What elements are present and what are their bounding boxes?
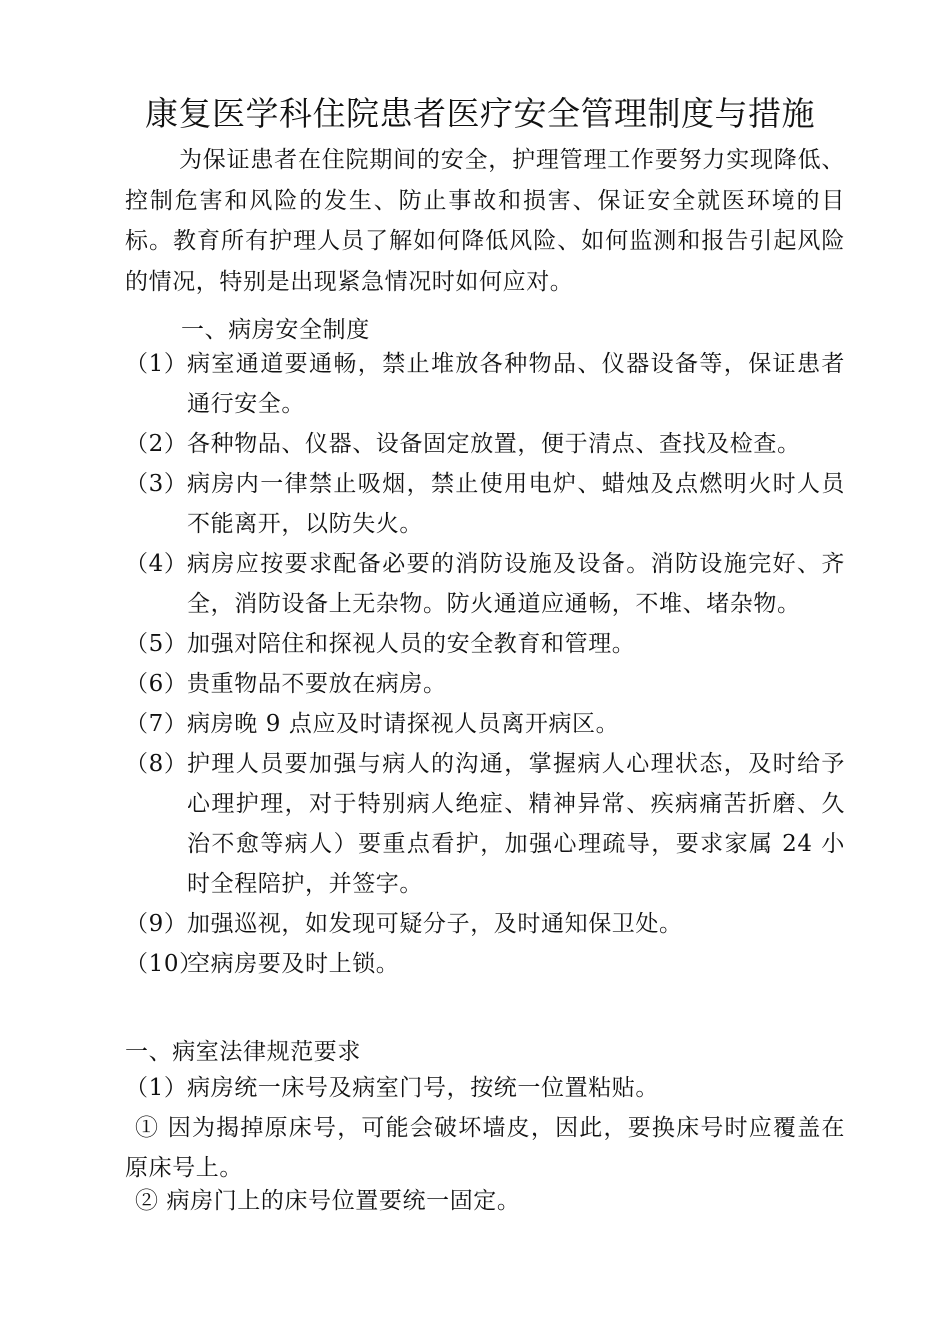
- document-title: 康复医学科住院患者医疗安全管理制度与措施: [145, 94, 815, 133]
- list-item-text: 病房内一律禁止吸烟，禁止使用电炉、蜡烛及点燃明火时人员不能离开，以防失火。: [187, 471, 845, 537]
- legal-requirements-list: [125, 1068, 845, 1108]
- list-item-text: 病房晚 9 点应及时请探视人员离开病区。: [187, 711, 620, 737]
- list-item-number: （8）: [125, 751, 188, 777]
- list-item: [125, 344, 845, 424]
- list-item: [125, 464, 845, 544]
- list-item: [125, 744, 845, 904]
- list-item-text: 护理人员要加强与病人的沟通，掌握病人心理状态，及时给予心理护理，对于特别病人绝症、精神异常、疾病痛苦折磨、久治不愈等病人）要重点看护，加强心理疏导，要求家属 24 小时全程陪护，并签字。: [187, 751, 845, 897]
- list-item-number: （1）: [125, 351, 188, 377]
- list-item-number: （1）: [125, 1075, 188, 1101]
- section-heading-legal-requirements: 一、病室法律规范要求: [125, 1039, 361, 1065]
- list-item: [125, 664, 845, 704]
- list-item-number: （2）: [125, 431, 188, 457]
- list-item-text: 病房应按要求配备必要的消防设施及设备。消防设施完好、齐全，消防设备上无杂物。防火通道应通畅，不堆、堵杂物。: [187, 551, 845, 617]
- list-item-text: 加强巡视，如发现可疑分子，及时通知保卫处。: [187, 911, 683, 937]
- list-item: [125, 544, 845, 624]
- intro-paragraph: 为保证患者在住院期间的安全，护理管理工作要努力实现降低、控制危害和风险的发生、防止事故和损害、保证安全就医环境的目标。教育所有护理人员了解如何降低风险、如何监测和报告引起风险的情况，特别是出现紧急情况时如何应对。: [125, 147, 845, 295]
- list-item: [125, 624, 845, 664]
- list-item-number: （5）: [125, 631, 188, 657]
- list-item: [125, 1068, 845, 1108]
- list-item-text: 空病房要及时上锁。: [187, 951, 400, 977]
- list-item-number: （7）: [125, 711, 188, 737]
- sub-paragraph-1: ① 因为揭掉原床号，可能会破坏墙皮，因此，要换床号时应覆盖在原床号上。: [125, 1115, 845, 1181]
- list-item-text: 病房统一床号及病室门号，按统一位置粘贴。: [187, 1075, 659, 1101]
- list-item: [125, 704, 845, 744]
- list-item-text: 病室通道要通畅，禁止堆放各种物品、仪器设备等，保证患者通行安全。: [187, 351, 845, 417]
- ward-safety-list: [125, 344, 845, 984]
- section-heading-ward-safety: 一、病房安全制度: [181, 317, 370, 343]
- sub-paragraph-2: ② 病房门上的床号位置要统一固定。: [135, 1188, 521, 1214]
- list-item-number: （9）: [125, 911, 188, 937]
- list-item: [125, 424, 845, 464]
- list-item: [125, 944, 845, 984]
- list-item-number: （10）: [125, 951, 203, 977]
- list-item-text: 各种物品、仪器、设备固定放置，便于清点、查找及检查。: [187, 431, 801, 457]
- list-item-text: 加强对陪住和探视人员的安全教育和管理。: [187, 631, 636, 657]
- list-item-number: （4）: [125, 551, 188, 577]
- list-item-number: （3）: [125, 471, 188, 497]
- list-item-text: 贵重物品不要放在病房。: [187, 671, 447, 697]
- list-item-number: （6）: [125, 671, 188, 697]
- list-item: [125, 904, 845, 944]
